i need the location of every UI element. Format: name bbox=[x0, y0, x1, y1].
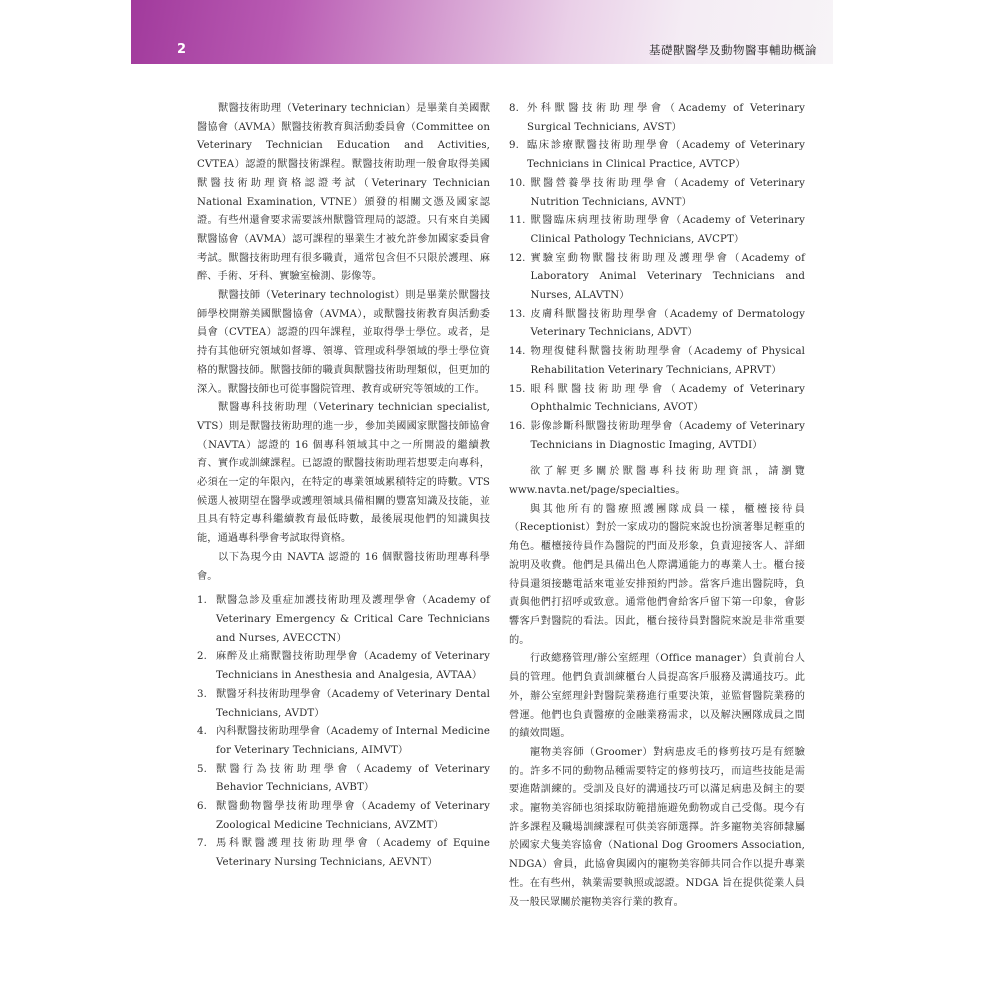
running-head: 基礎獸醫學及動物醫事輔助概論 bbox=[649, 43, 817, 57]
list-number: 9. bbox=[509, 140, 519, 152]
list-item bbox=[197, 798, 490, 835]
list-text: 眼科獸醫技術助理學會（Academy of Veterinary Ophthalmic Technicians, AVOT） bbox=[530, 383, 805, 414]
list-text: 皮膚科獸醫技術助理學會（Academy of Dermatology Veterinary Technicians, ADVT） bbox=[530, 308, 805, 339]
paragraph: 寵物美容師（Groomer）對病患皮毛的修剪技巧是有經驗的。許多不同的動物品種需要特定的修剪技巧，而這些技能是需要進階訓練的。受訓及良好的溝通技巧可以滿足病患及飼主的要求。寵物美容師也須採取防範措施避免動物或自己受傷。現今有許多課程及職場訓練課程可供美容師選擇。許多寵物美容師隸屬於國家犬隻美容協會（National Dog Groomers Association, NDGA）會員，此協會與國內的寵物美容師共同合作以提升專業性。在有些州，執業需要執照或認證。NDGA 旨在提供從業人員及一般民眾關於寵物美容行業的教育。 bbox=[509, 746, 805, 908]
list-text: 實驗室動物獸醫技術助理及護理學會（Academy of Laboratory Animal Veterinary Technicians and Nurses, ALAVTN） bbox=[530, 252, 805, 302]
list-number: 7. bbox=[197, 838, 207, 850]
list-item bbox=[509, 306, 805, 343]
list-text: 獸醫營養學技術助理學會（Academy of Veterinary Nutrition Technicians, AVNT） bbox=[530, 177, 805, 208]
list-text: 獸醫行為技術助理學會（Academy of Veterinary Behavior Technicians, AVBT） bbox=[216, 763, 490, 794]
list-text: 內科獸醫技術助理學會（Academy of Internal Medicine for Veterinary Technicians, AIMVT） bbox=[216, 726, 490, 756]
list-text: 影像診斷科獸醫技術助理學會（Academy of Veterinary Technicians in Diagnostic Imaging, AVTDI） bbox=[530, 420, 805, 451]
list-item bbox=[197, 648, 490, 685]
list-text: 獸醫牙科技術助理學會（Academy of Veterinary Dental Technicians, AVDT） bbox=[216, 688, 490, 719]
list-text: 麻醉及止痛獸醫技術助理學會（Academy of Veterinary Technicians in Anesthesia and Analgesia, AVTAA） bbox=[216, 651, 490, 682]
list-item bbox=[197, 761, 490, 798]
list-item bbox=[509, 175, 805, 212]
list-item bbox=[197, 686, 490, 723]
list-text: 獸醫臨床病理技術助理學會（Academy of Veterinary Clinical Pathology Technicians, AVCPT） bbox=[530, 215, 805, 245]
list-number: 10. bbox=[509, 177, 526, 189]
list-number: 15. bbox=[509, 383, 526, 395]
list-item bbox=[197, 723, 490, 760]
header-band bbox=[131, 0, 833, 64]
list-number: 6. bbox=[197, 801, 207, 813]
specialty-list-continued bbox=[509, 100, 805, 455]
list-item bbox=[509, 250, 805, 306]
left-column bbox=[197, 100, 490, 873]
list-text: 外科獸醫技術助理學會（Academy of Veterinary Surgical Technicians, AVST） bbox=[527, 103, 805, 133]
list-text: 獸醫急診及重症加護技術助理及護理學會（Academy of Veterinary Emergency & Critical Care Technicians and Nurses, AVECCTN） bbox=[216, 595, 490, 644]
list-number: 3. bbox=[197, 688, 207, 700]
list-item bbox=[509, 381, 805, 418]
list-item bbox=[509, 418, 805, 455]
right-column bbox=[509, 100, 805, 912]
list-number: 12. bbox=[509, 252, 526, 264]
list-number: 4. bbox=[197, 726, 207, 738]
list-item bbox=[509, 137, 805, 174]
list-text: 獸醫動物醫學技術助理學會（Academy of Veterinary Zoological Medicine Technicians, AVZMT） bbox=[216, 801, 490, 831]
list-text: 馬科獸醫護理技術助理學會（Academy of Equine Veterinary Nursing Technicians, AEVNT） bbox=[216, 838, 490, 869]
paragraph: 獸醫技師（Veterinary technologist）則是畢業於獸醫技師學校開辦美國獸醫協會（AVMA），或獸醫技術教育與活動委員會（CVTEA）認證的四年課程，並取得學士學位。或者，是持有其他研究領域如督導、領導、管理或科學領域的學士學位資格的獸醫技師。獸醫技師的職責與獸醫技術助理類似，但更加的深入。獸醫技師也可從事醫院管理、教育或研究等領域的工作。 bbox=[197, 290, 490, 395]
list-number: 1. bbox=[197, 595, 207, 607]
list-number: 16. bbox=[509, 420, 526, 432]
paragraph: 欲了解更多關於獸醫專科技術助理資訊，請瀏覽 www.navta.net/page/specialties。 bbox=[509, 466, 805, 497]
list-text: 臨床診療獸醫技術助理學會（Academy of Veterinary Technicians in Clinical Practice, AVTCP） bbox=[527, 140, 805, 171]
list-item bbox=[197, 835, 490, 872]
list-text: 物理復健科獸醫技術助理學會（Academy of Physical Rehabilitation Veterinary Technicians, APRVT） bbox=[530, 346, 805, 376]
specialty-list bbox=[197, 592, 490, 873]
list-item bbox=[509, 100, 805, 137]
paragraph: 與其他所有的醫療照護團隊成員一樣，櫃檯接待員（Receptionist）對於一家成功的醫院來說也扮演著舉足輕重的角色。櫃檯接待員作為醫院的門面及形象，負責迎接客人、詳細說明及收費。他們是具備出色人際溝通能力的專業人士。櫃台接待員還須接聽電話來電並安排預約門診。當客戶進出醫院時，負責與他們打招呼或致意。通常他們會給客戶留下第一印象，會影響客戶對醫院的看法。因此，櫃台接待員對醫院來說是非常重要的。 bbox=[509, 503, 805, 646]
list-number: 8. bbox=[509, 103, 519, 114]
list-number: 5. bbox=[197, 763, 207, 775]
paragraph: 獸醫技術助理（Veterinary technician）是畢業自美國獸醫協會（AVMA）獸醫技術教育與活動委員會（Committee on Veterinary Technician Education and Activities, CVTEA）認證的獸醫技術課程。獸醫技術助理一般會取得美國獸醫技術助理資格認證考試（Veterinary Technician National Examination, VTNE）頒發的相關文憑及國家認證。有些州還會要求需要該州獸醫管理局的認證。只有來自美國獸醫協會（AVMA）認可課程的畢業生才被允許參加國家委員會考試。獸醫技術助理有很多職責，通常包含但不只限於護理、麻醉、手術、牙科、實驗室檢測、影像等。 bbox=[197, 103, 490, 283]
paragraph: 獸醫專科技術助理（Veterinary technician specialist, VTS）則是獸醫技術助理的進一步，參加美國國家獸醫技師協會（NAVTA）認證的 16 個專科領域其中之一所開設的繼續教育、實作或訓練課程。已認證的獸醫技術助理若想要走向專科，必須在一定的年限內，在特定的專業領域累積特定的時數。VTS 候選人被期望在醫學或護理領域具備相關的豐富知識及技能，並且具有特定專科繼續教育最低時數，最後展現他們的知識與技能，通過專科學會考試取得資格。 bbox=[197, 402, 490, 545]
list-item bbox=[509, 212, 805, 249]
paragraph: 行政總務管理/辦公室經理（Office manager）負責前台人員的管理。他們負責訓練櫃台人員提高客戶服務及溝通技巧。此外，辦公室經理針對醫院業務進行重要決策，並監督醫院業務的營運。他們也負責醫療的金融業務需求，以及解決團隊成員之間的績效問題。 bbox=[509, 653, 805, 740]
list-number: 14. bbox=[509, 346, 526, 358]
list-number: 11. bbox=[509, 215, 526, 227]
paragraph: 以下為現今由 NAVTA 認證的 16 個獸醫技術助理專科學會。 bbox=[197, 551, 490, 582]
list-item bbox=[197, 592, 490, 648]
page-number: 2 bbox=[177, 42, 187, 57]
list-item bbox=[509, 343, 805, 380]
list-number: 2. bbox=[197, 651, 207, 663]
list-number: 13. bbox=[509, 308, 526, 320]
